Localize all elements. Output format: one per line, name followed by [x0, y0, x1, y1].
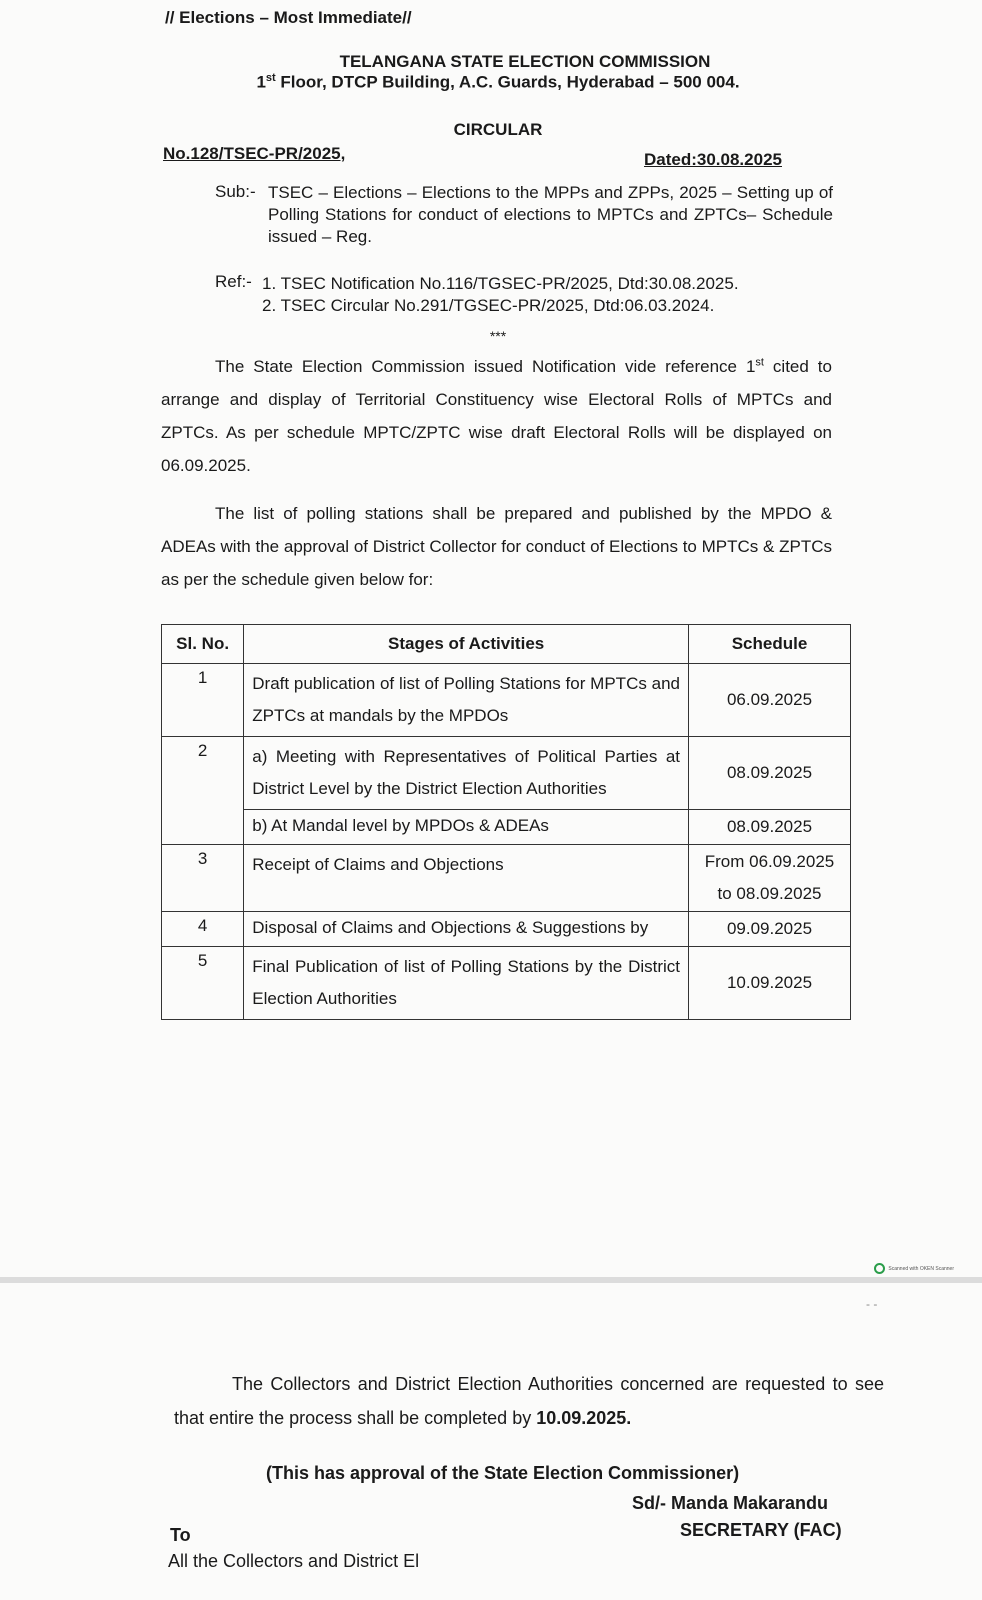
row-sl: 4: [162, 912, 244, 947]
circular-number: No.128/TSEC-PR/2025,: [163, 144, 346, 163]
row-schedule: 10.09.2025: [689, 947, 851, 1020]
row-activity: b) At Mandal level by MPDOs & ADEAs: [244, 810, 689, 845]
row-activity: Final Publication of list of Polling Stations by the District Election Authorities: [244, 947, 689, 1020]
table-row: [162, 737, 851, 810]
row-schedule: 08.09.2025: [689, 737, 851, 810]
subject-label: Sub:-: [215, 182, 256, 201]
commission-address: 1st Floor, DTCP Building, A.C. Guards, Hyderabad – 500 004.: [256, 72, 740, 92]
header-schedule: Schedule: [689, 625, 851, 664]
closing-paragraph: The Collectors and District Election Authorities concerned are requested to see that entire the process shall be completed by 10.09.2025.: [174, 1374, 884, 1428]
table-row: [162, 912, 851, 947]
row-activity: a) Meeting with Representatives of Political Parties at District Level by the District Election Authorities: [244, 737, 689, 810]
designation: SECRETARY (FAC): [680, 1520, 842, 1540]
row-activity: Disposal of Claims and Objections & Suggestions by: [244, 912, 689, 947]
row-activity: Draft publication of list of Polling Stations for MPTCs and ZPTCs at mandals by the MPDOs: [244, 664, 689, 737]
signature: Sd/- Manda Makarandu: [632, 1493, 829, 1513]
schedule-table: [161, 624, 851, 1020]
paragraph-1: The State Election Commission issued Notification vide reference 1st cited to arrange and display of Territorial Constituency wise Electoral Rolls of MPTCs and ZPTCs. As per schedule MPTC/ZPTC wise draft Electoral Rolls will be displayed on 06.09.2025.: [161, 356, 832, 475]
table-row: [162, 947, 851, 1020]
reference-2: 2. TSEC Circular No.291/TGSEC-PR/2025, Dtd:06.03.2024.: [262, 296, 715, 315]
subject-text: TSEC – Elections – Elections to the MPPs and ZPPs, 2025 – Setting up of Polling Stations for conduct of elections to MPTCs and ZPTCs– Schedule issued – Reg.: [268, 183, 833, 246]
row-sl: 1: [162, 664, 244, 737]
circular-title: CIRCULAR: [453, 120, 543, 139]
scanner-logo-icon: [874, 1263, 885, 1274]
table-row: [162, 845, 851, 912]
row-sl: 2: [162, 737, 244, 845]
header-activities: Stages of Activities: [244, 625, 689, 664]
reference-label: Ref:-: [215, 272, 252, 291]
scanner-watermark: Scanned with OKEN Scanner: [874, 1263, 954, 1274]
reference-1: 1. TSEC Notification No.116/TGSEC-PR/2025, Dtd:30.08.2025.: [262, 274, 739, 293]
row-schedule: From 06.09.2025 to 08.09.2025: [689, 845, 851, 912]
circular-page-2: [0, 1283, 982, 1600]
table-header-row: [162, 625, 851, 664]
header-sl-no: Sl. No.: [162, 625, 244, 664]
approval-note: (This has approval of the State Election Commissioner): [266, 1463, 740, 1483]
table-row: [162, 810, 851, 845]
circular-date: Dated:30.08.2025: [644, 150, 782, 169]
row-schedule: 09.09.2025: [689, 912, 851, 947]
to-label: To: [170, 1525, 191, 1545]
separator: ***: [489, 328, 507, 344]
row-activity: Receipt of Claims and Objections: [244, 845, 689, 912]
commission-name: TELANGANA STATE ELECTION COMMISSION: [339, 52, 711, 71]
row-sl: 3: [162, 845, 244, 912]
row-schedule: 06.09.2025: [689, 664, 851, 737]
priority-tag: // Elections – Most Immediate//: [165, 8, 412, 27]
table-row: [162, 664, 851, 737]
to-recipients: All the Collectors and District El: [168, 1551, 420, 1571]
scan-dashes: - -: [866, 1297, 878, 1311]
row-schedule: 08.09.2025: [689, 810, 851, 845]
paragraph-2: The list of polling stations shall be prepared and published by the MPDO & ADEAs with the approval of District Collector for conduct of Elections to MPTCs & ZPTCs as per the schedule given below for:: [161, 504, 832, 589]
row-sl: 5: [162, 947, 244, 1020]
